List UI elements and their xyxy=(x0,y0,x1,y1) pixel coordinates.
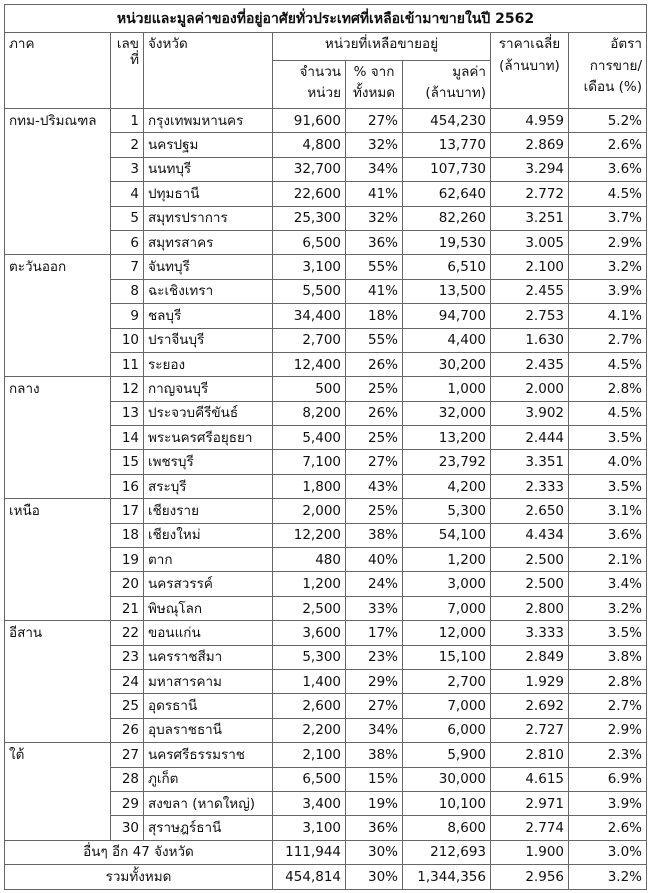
percent-of-total: 38% xyxy=(346,523,403,547)
province-name: สมุทรสาคร xyxy=(144,230,273,254)
remaining-value: 1,200 xyxy=(403,548,491,572)
average-price: 2.650 xyxy=(491,499,569,523)
total-value: 1,344,356 xyxy=(403,865,491,889)
others-value: 212,693 xyxy=(403,840,491,864)
average-price: 4.615 xyxy=(491,767,569,791)
percent-of-total: 27% xyxy=(346,450,403,474)
province-name: นนทบุรี xyxy=(144,157,273,181)
region-label: กลาง xyxy=(5,377,111,499)
row-number: 13 xyxy=(111,401,144,425)
remaining-value: 13,200 xyxy=(403,426,491,450)
average-price: 4.959 xyxy=(491,109,569,133)
average-price: 2.971 xyxy=(491,791,569,815)
average-price: 2.435 xyxy=(491,352,569,376)
province-name: พระนครศรีอยุธยา xyxy=(144,426,273,450)
monthly-sales-rate: 2.6% xyxy=(569,816,647,840)
percent-of-total: 26% xyxy=(346,401,403,425)
monthly-sales-rate: 2.8% xyxy=(569,669,647,693)
others-row xyxy=(5,840,647,864)
table-row xyxy=(5,377,647,401)
total-row xyxy=(5,865,647,889)
remaining-units: 2,200 xyxy=(273,718,346,742)
monthly-sales-rate: 2.6% xyxy=(569,133,647,157)
average-price: 3.251 xyxy=(491,206,569,230)
province-name: ตาก xyxy=(144,548,273,572)
others-rate: 3.0% xyxy=(569,840,647,864)
percent-of-total: 36% xyxy=(346,816,403,840)
table-row xyxy=(5,499,647,523)
table-body xyxy=(5,109,647,841)
remaining-units: 32,700 xyxy=(273,157,346,181)
remaining-units: 3,600 xyxy=(273,621,346,645)
percent-of-total: 23% xyxy=(346,645,403,669)
percent-of-total: 40% xyxy=(346,548,403,572)
row-number: 22 xyxy=(111,621,144,645)
remaining-units: 12,200 xyxy=(273,523,346,547)
header-units xyxy=(273,61,346,109)
monthly-sales-rate: 3.7% xyxy=(569,206,647,230)
province-name: ฉะเชิงเทรา xyxy=(144,279,273,303)
remaining-units: 1,400 xyxy=(273,669,346,693)
remaining-value: 12,000 xyxy=(403,621,491,645)
percent-of-total: 29% xyxy=(346,669,403,693)
remaining-value: 13,500 xyxy=(403,279,491,303)
remaining-units: 3,100 xyxy=(273,816,346,840)
province-name: เชียงใหม่ xyxy=(144,523,273,547)
percent-of-total: 43% xyxy=(346,474,403,498)
province-name: อุดรธานี xyxy=(144,694,273,718)
remaining-value: 5,300 xyxy=(403,499,491,523)
remaining-value: 30,200 xyxy=(403,352,491,376)
average-price: 2.727 xyxy=(491,718,569,742)
percent-of-total: 24% xyxy=(346,572,403,596)
remaining-units: 5,400 xyxy=(273,426,346,450)
remaining-units: 8,200 xyxy=(273,401,346,425)
average-price: 1.929 xyxy=(491,669,569,693)
header-avg-price-line1: ราคาเฉลี่ย xyxy=(498,36,561,52)
row-number: 6 xyxy=(111,230,144,254)
monthly-sales-rate: 3.1% xyxy=(569,499,647,523)
remaining-value: 32,000 xyxy=(403,401,491,425)
header-pct-line1: % จาก xyxy=(353,64,395,80)
remaining-value: 10,100 xyxy=(403,791,491,815)
table-row xyxy=(5,109,647,133)
total-units: 454,814 xyxy=(273,865,346,889)
remaining-units: 5,300 xyxy=(273,645,346,669)
average-price: 2.774 xyxy=(491,816,569,840)
monthly-sales-rate: 2.7% xyxy=(569,694,647,718)
remaining-units: 2,700 xyxy=(273,328,346,352)
row-number: 10 xyxy=(111,328,144,352)
remaining-units: 480 xyxy=(273,548,346,572)
province-name: ขอนแก่น xyxy=(144,621,273,645)
row-number: 24 xyxy=(111,669,144,693)
percent-of-total: 55% xyxy=(346,255,403,279)
header-avg-price-line2: (ล้านบาท) xyxy=(499,58,560,74)
region-label: ใต้ xyxy=(5,743,111,841)
monthly-sales-rate: 3.5% xyxy=(569,474,647,498)
region-label: อีสาน xyxy=(5,621,111,743)
remaining-units: 6,500 xyxy=(273,230,346,254)
header-pct xyxy=(346,61,403,109)
province-name: เชียงราย xyxy=(144,499,273,523)
row-number: 29 xyxy=(111,791,144,815)
remaining-value: 3,000 xyxy=(403,572,491,596)
row-number: 4 xyxy=(111,182,144,206)
header-sales-rate xyxy=(569,33,647,109)
average-price: 3.294 xyxy=(491,157,569,181)
region-label: กทม-ปริมณฑล xyxy=(5,109,111,255)
row-number: 20 xyxy=(111,572,144,596)
total-rate: 3.2% xyxy=(569,865,647,889)
remaining-units: 1,800 xyxy=(273,474,346,498)
monthly-sales-rate: 3.5% xyxy=(569,426,647,450)
average-price: 1.630 xyxy=(491,328,569,352)
header-units-line2: หน่วย xyxy=(307,85,341,101)
total-pct: 30% xyxy=(346,865,403,889)
remaining-units: 5,500 xyxy=(273,279,346,303)
row-number: 15 xyxy=(111,450,144,474)
remaining-value: 30,000 xyxy=(403,767,491,791)
monthly-sales-rate: 2.8% xyxy=(569,377,647,401)
percent-of-total: 17% xyxy=(346,621,403,645)
remaining-units: 2,600 xyxy=(273,694,346,718)
row-number: 7 xyxy=(111,255,144,279)
percent-of-total: 32% xyxy=(346,133,403,157)
header-no xyxy=(111,33,144,109)
average-price: 2.333 xyxy=(491,474,569,498)
header-avg-price xyxy=(491,33,569,109)
table-row xyxy=(5,621,647,645)
table-row xyxy=(5,743,647,767)
remaining-units: 2,100 xyxy=(273,743,346,767)
row-number: 1 xyxy=(111,109,144,133)
average-price: 2.753 xyxy=(491,304,569,328)
average-price: 2.500 xyxy=(491,548,569,572)
remaining-value: 23,792 xyxy=(403,450,491,474)
percent-of-total: 34% xyxy=(346,157,403,181)
header-pct-line2: ทั้งหมด xyxy=(352,85,396,101)
percent-of-total: 32% xyxy=(346,206,403,230)
remaining-value: 8,600 xyxy=(403,816,491,840)
remaining-value: 13,770 xyxy=(403,133,491,157)
monthly-sales-rate: 3.2% xyxy=(569,596,647,620)
total-label: รวมทั้งหมด xyxy=(5,865,273,889)
monthly-sales-rate: 2.3% xyxy=(569,743,647,767)
percent-of-total: 27% xyxy=(346,109,403,133)
average-price: 2.444 xyxy=(491,426,569,450)
others-avg-price: 1.900 xyxy=(491,840,569,864)
header-value-line1: มูลค่า xyxy=(452,64,486,80)
monthly-sales-rate: 3.6% xyxy=(569,523,647,547)
province-name: ชลบุรี xyxy=(144,304,273,328)
remaining-value: 5,900 xyxy=(403,743,491,767)
remaining-value: 7,000 xyxy=(403,694,491,718)
monthly-sales-rate: 4.0% xyxy=(569,450,647,474)
region-label: ตะวันออก xyxy=(5,255,111,377)
percent-of-total: 41% xyxy=(346,182,403,206)
province-name: ภูเก็ต xyxy=(144,767,273,791)
province-name: สมุทรปราการ xyxy=(144,206,273,230)
row-number: 26 xyxy=(111,718,144,742)
monthly-sales-rate: 2.1% xyxy=(569,548,647,572)
monthly-sales-rate: 4.5% xyxy=(569,401,647,425)
others-pct: 30% xyxy=(346,840,403,864)
header-units-line1: จำนวน xyxy=(299,64,341,80)
percent-of-total: 55% xyxy=(346,328,403,352)
average-price: 2.100 xyxy=(491,255,569,279)
monthly-sales-rate: 3.6% xyxy=(569,157,647,181)
percent-of-total: 25% xyxy=(346,499,403,523)
average-price: 2.800 xyxy=(491,596,569,620)
percent-of-total: 34% xyxy=(346,718,403,742)
monthly-sales-rate: 2.9% xyxy=(569,230,647,254)
province-name: เพชรบุรี xyxy=(144,450,273,474)
header-region: ภาค xyxy=(5,33,111,109)
average-price: 2.810 xyxy=(491,743,569,767)
row-number: 8 xyxy=(111,279,144,303)
row-number: 19 xyxy=(111,548,144,572)
province-name: สระบุรี xyxy=(144,474,273,498)
remaining-value: 1,000 xyxy=(403,377,491,401)
province-name: พิษณุโลก xyxy=(144,596,273,620)
average-price: 4.434 xyxy=(491,523,569,547)
province-name: จันทบุรี xyxy=(144,255,273,279)
header-value xyxy=(403,61,491,109)
remaining-value: 454,230 xyxy=(403,109,491,133)
remaining-value: 6,000 xyxy=(403,718,491,742)
remaining-units: 2,000 xyxy=(273,499,346,523)
average-price: 2.000 xyxy=(491,377,569,401)
remaining-units: 500 xyxy=(273,377,346,401)
header-rate-line3: เดือน (%) xyxy=(583,79,643,95)
remaining-units: 6,500 xyxy=(273,767,346,791)
header-province: จังหวัด xyxy=(144,33,273,109)
average-price: 2.869 xyxy=(491,133,569,157)
total-avg-price: 2.956 xyxy=(491,865,569,889)
remaining-units: 4,800 xyxy=(273,133,346,157)
remaining-value: 4,400 xyxy=(403,328,491,352)
province-name: สุราษฎร์ธานี xyxy=(144,816,273,840)
monthly-sales-rate: 3.5% xyxy=(569,621,647,645)
percent-of-total: 36% xyxy=(346,230,403,254)
monthly-sales-rate: 4.5% xyxy=(569,352,647,376)
row-number: 2 xyxy=(111,133,144,157)
average-price: 2.500 xyxy=(491,572,569,596)
header-remaining-group: หน่วยที่เหลือขายอยู่ xyxy=(273,33,491,61)
monthly-sales-rate: 2.7% xyxy=(569,328,647,352)
remaining-units: 7,100 xyxy=(273,450,346,474)
province-name: ระยอง xyxy=(144,352,273,376)
monthly-sales-rate: 6.9% xyxy=(569,767,647,791)
monthly-sales-rate: 3.8% xyxy=(569,645,647,669)
remaining-value: 82,260 xyxy=(403,206,491,230)
average-price: 3.005 xyxy=(491,230,569,254)
remaining-value: 6,510 xyxy=(403,255,491,279)
remaining-value: 62,640 xyxy=(403,182,491,206)
header-value-line2: (ล้านบาท) xyxy=(425,85,486,101)
percent-of-total: 25% xyxy=(346,426,403,450)
header-rate-line1: อัตรา xyxy=(610,36,643,52)
monthly-sales-rate: 3.4% xyxy=(569,572,647,596)
row-number: 30 xyxy=(111,816,144,840)
remaining-value: 15,100 xyxy=(403,645,491,669)
header-no-line2: ที่ xyxy=(130,52,139,68)
monthly-sales-rate: 5.2% xyxy=(569,109,647,133)
remaining-units: 22,600 xyxy=(273,182,346,206)
province-name: นครปฐม xyxy=(144,133,273,157)
remaining-units: 3,400 xyxy=(273,791,346,815)
monthly-sales-rate: 4.1% xyxy=(569,304,647,328)
province-name: อุบลราชธานี xyxy=(144,718,273,742)
average-price: 2.772 xyxy=(491,182,569,206)
row-number: 28 xyxy=(111,767,144,791)
monthly-sales-rate: 3.9% xyxy=(569,791,647,815)
average-price: 3.351 xyxy=(491,450,569,474)
percent-of-total: 18% xyxy=(346,304,403,328)
percent-of-total: 38% xyxy=(346,743,403,767)
province-name: นครศรีธรรมราช xyxy=(144,743,273,767)
header-no-line1: เลข xyxy=(116,36,139,52)
percent-of-total: 27% xyxy=(346,694,403,718)
row-number: 11 xyxy=(111,352,144,376)
row-number: 23 xyxy=(111,645,144,669)
monthly-sales-rate: 4.5% xyxy=(569,182,647,206)
percent-of-total: 25% xyxy=(346,377,403,401)
region-label: เหนือ xyxy=(5,499,111,621)
header-rate-line2: การขาย/ xyxy=(589,58,643,74)
others-units: 111,944 xyxy=(273,840,346,864)
remaining-units: 1,200 xyxy=(273,572,346,596)
header-row-1 xyxy=(5,33,647,61)
remaining-units: 25,300 xyxy=(273,206,346,230)
remaining-value: 2,700 xyxy=(403,669,491,693)
remaining-units: 12,400 xyxy=(273,352,346,376)
row-number: 21 xyxy=(111,596,144,620)
remaining-value: 7,000 xyxy=(403,596,491,620)
remaining-units: 3,100 xyxy=(273,255,346,279)
remaining-value: 94,700 xyxy=(403,304,491,328)
province-name: ปราจีนบุรี xyxy=(144,328,273,352)
province-name: ประจวบคีรีขันธ์ xyxy=(144,401,273,425)
province-name: กาญจนบุรี xyxy=(144,377,273,401)
average-price: 3.902 xyxy=(491,401,569,425)
remaining-units: 2,500 xyxy=(273,596,346,620)
row-number: 9 xyxy=(111,304,144,328)
remaining-value: 4,200 xyxy=(403,474,491,498)
row-number: 27 xyxy=(111,743,144,767)
province-name: ปทุมธานี xyxy=(144,182,273,206)
percent-of-total: 19% xyxy=(346,791,403,815)
average-price: 2.455 xyxy=(491,279,569,303)
percent-of-total: 41% xyxy=(346,279,403,303)
percent-of-total: 15% xyxy=(346,767,403,791)
remaining-units: 91,600 xyxy=(273,109,346,133)
province-name: นครสวรรค์ xyxy=(144,572,273,596)
title-row xyxy=(5,5,647,33)
row-number: 16 xyxy=(111,474,144,498)
row-number: 5 xyxy=(111,206,144,230)
row-number: 14 xyxy=(111,426,144,450)
percent-of-total: 33% xyxy=(346,596,403,620)
province-name: นครราชสีมา xyxy=(144,645,273,669)
row-number: 25 xyxy=(111,694,144,718)
province-name: มหาสารคาม xyxy=(144,669,273,693)
percent-of-total: 26% xyxy=(346,352,403,376)
remaining-value: 54,100 xyxy=(403,523,491,547)
remaining-value: 107,730 xyxy=(403,157,491,181)
others-label: อื่นๆ อีก 47 จังหวัด xyxy=(5,840,273,864)
row-number: 17 xyxy=(111,499,144,523)
table-title: หน่วยและมูลค่าของที่อยู่อาศัยทั่วประเทศที่เหลือเข้ามาขายในปี 2562 xyxy=(5,5,647,33)
row-number: 12 xyxy=(111,377,144,401)
monthly-sales-rate: 2.9% xyxy=(569,718,647,742)
row-number: 18 xyxy=(111,523,144,547)
average-price: 2.692 xyxy=(491,694,569,718)
row-number: 3 xyxy=(111,157,144,181)
monthly-sales-rate: 3.2% xyxy=(569,255,647,279)
average-price: 3.333 xyxy=(491,621,569,645)
housing-supply-table xyxy=(4,4,647,890)
province-name: สงขลา (หาดใหญ่) xyxy=(144,791,273,815)
average-price: 2.849 xyxy=(491,645,569,669)
monthly-sales-rate: 3.9% xyxy=(569,279,647,303)
remaining-units: 34,400 xyxy=(273,304,346,328)
table-row xyxy=(5,255,647,279)
province-name: กรุงเทพมหานคร xyxy=(144,109,273,133)
remaining-value: 19,530 xyxy=(403,230,491,254)
